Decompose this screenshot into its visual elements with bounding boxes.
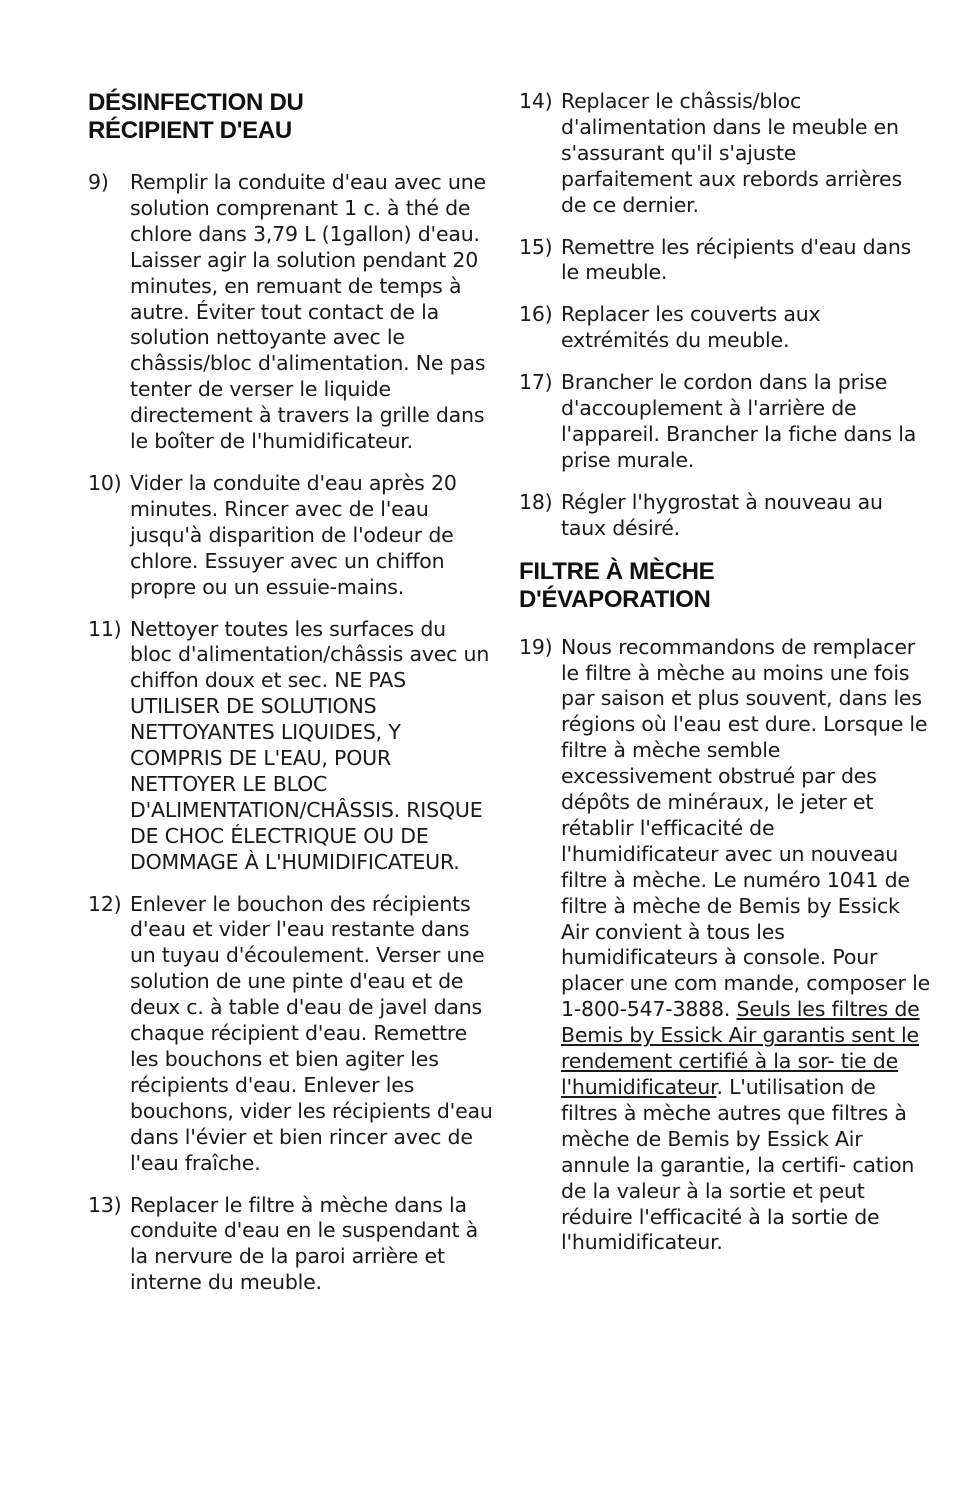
right-column [519, 89, 931, 1272]
list-item [519, 235, 931, 287]
step-list-filter [519, 635, 931, 1257]
item-text: Remettre les récipients d'eau dans le meuble. [561, 234, 912, 285]
item-text: Replacer le filtre à mèche dans la conduite d'eau en le suspendant à la nervure de la paroi arrière et interne du meuble. [130, 1192, 479, 1295]
item-number: 11) [88, 616, 122, 641]
list-item [88, 1193, 493, 1297]
left-column [88, 89, 493, 1312]
heading-line: D'ÉVAPORATION [519, 585, 711, 613]
item-number: 17) [519, 370, 553, 395]
list-item [519, 89, 931, 219]
item-text: Vider la conduite d'eau après 20 minutes. Rincer avec de l'eau jusqu'à disparition de l'odeur de chlore. Essuyer avec un chiffon propre ou un essuie-mains. [130, 470, 457, 599]
item-text: Régler l'hygrostat à nouveau au taux désiré. [561, 489, 883, 540]
item-text: Brancher le cordon dans la prise d'accouplement à l'arrière de l'appareil. Brancher la fiche dans la prise murale. [561, 370, 917, 472]
item-number: 16) [519, 302, 553, 327]
list-item [88, 892, 493, 1177]
item-number: 18) [519, 489, 553, 514]
item-text: Replacer le châssis/bloc d'alimentation dans le meuble en s'assurant qu'il s'ajuste parfaitement aux rebords arrières de ce dernier. [561, 89, 902, 217]
warranty-underlined-text: Seuls les filtres de Bemis by Essick Air garantis sent le rendement certifié à la sor- tie de l'humidificateur [561, 997, 920, 1099]
item-number: 15) [519, 234, 553, 259]
heading-disinfection [88, 89, 493, 145]
list-item [519, 635, 931, 1257]
item-number: 19) [519, 634, 553, 659]
heading-line: RÉCIPIENT D'EAU [88, 117, 292, 144]
list-item [519, 370, 931, 474]
item-text: Remplir la conduite d'eau avec une solution comprenant 1 c. à thé de chlore dans 3,79 L (1gallon) d'eau. Laisser agir la solution pendant 20 minutes, en remuant de temps à autre. Éviter tout contact de la solution nettoyante avec le châssis/bloc d'alimentation. Ne pas tenter de verser le liquide directement à travers la grille dans le boîter de l'humidificateur. [130, 170, 486, 454]
list-item [88, 617, 493, 876]
item-number: 10) [88, 470, 122, 495]
heading-line: FILTRE À MÈCHE [519, 557, 715, 585]
list-item [88, 170, 493, 455]
step-list-left [88, 170, 493, 1296]
list-item [88, 471, 493, 601]
item-text: Nous recommandons de remplacer le filtre à mèche au moins une fois par saison et plus souvent, dans les régions où l'eau est dure. Lorsque le filtre à mèche semble excessivement obstrué par des dépôts de minéraux, le jeter et rétablir l'efficacité de l'humidificateur avec un nouveau filtre à mèche. Le numéro 1041 de filtre à mèche de Bemis by Essick Air convient à tous les humidificateurs à console. Pour placer une com mande, composer le 1-800-547-3888. [561, 634, 930, 1022]
item-text: Enlever le bouchon des récipients d'eau et vider l'eau restante dans un tuyau d'écoulement. Verser une solution de une pinte d'eau et de deux c. à table d'eau de javel dans chaque récipient d'eau. Remettre les bouchons et bien agiter les récipients d'eau. Enlever les bouchons, vider les récipients d'eau dans l'évier et bien rincer avec de l'eau fraîche. [130, 891, 493, 1175]
heading-line: DÉSINFECTION DU [88, 89, 304, 116]
item-number: 9) [88, 170, 109, 194]
item-text: Nettoyer toutes les surfaces du bloc d'alimentation/châssis avec un chiffon doux et sec. NE PAS UTILISER DE SOLUTIONS NETTOYANTES LIQUIDES, Y COMPRIS DE L'EAU, POUR NETTOYER LE BLOC D'ALIMENTATION/CHÂSSIS. RISQUE DE CHOC ÉLECTRIQUE OU DE DOMMAGE À L'HUMIDIFICATEUR. [130, 616, 490, 874]
item-text: Replacer les couverts aux extrémités du meuble. [561, 302, 821, 353]
item-text: . L'utilisation de filtres à mèche autres que filtres à mèche de Bemis by Essick Air annule la garantie, la certifi- cation de la valeur à la sortie et peut réduire l'efficacité à la sortie de l'humidificateur. [561, 1075, 915, 1255]
list-item [519, 302, 931, 354]
item-number: 12) [88, 891, 122, 916]
list-item [519, 490, 931, 542]
item-number: 13) [88, 1192, 122, 1217]
item-number: 14) [519, 89, 553, 113]
step-list-right [519, 89, 931, 542]
heading-wick-filter [519, 558, 931, 614]
